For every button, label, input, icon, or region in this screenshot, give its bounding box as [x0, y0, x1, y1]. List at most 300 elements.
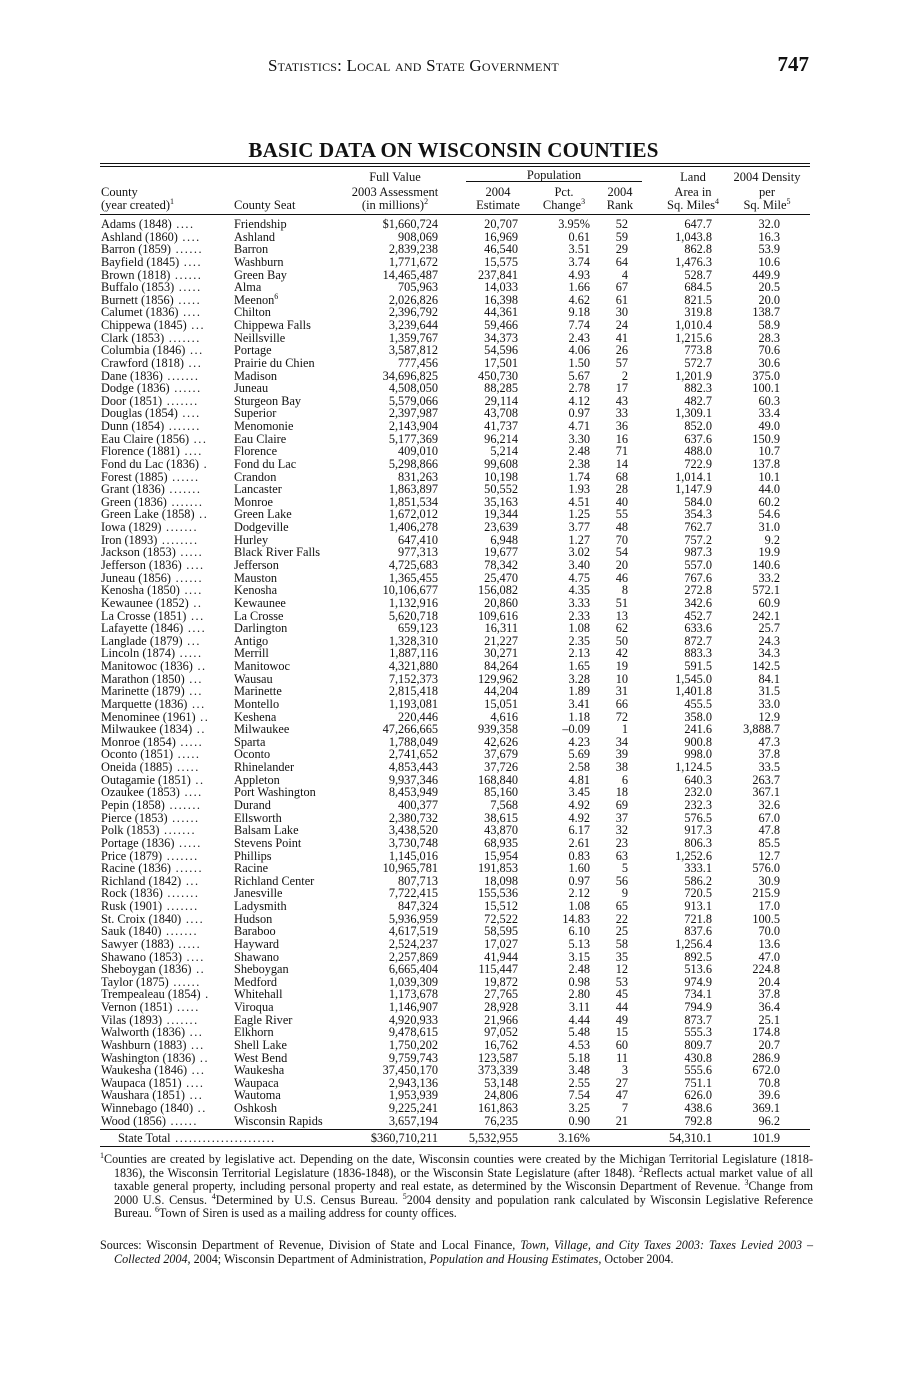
estimate-cell: 41,944	[484, 949, 518, 964]
seat-cell: Kenosha	[234, 583, 278, 598]
density-cell: 9.2	[764, 532, 780, 547]
seat-cell: Ladysmith	[234, 899, 287, 914]
dot-leader: .......	[164, 330, 201, 345]
table-title: BASIC DATA ON WISCONSIN COUNTIES	[248, 138, 659, 162]
rank-cell: 63	[615, 848, 628, 863]
fullvalue-cell: 409,010	[398, 444, 438, 459]
county-cell: Iron (1893) ........	[101, 532, 199, 547]
fullvalue-cell: 1,173,678	[388, 987, 438, 1002]
pctchange-cell: 2.58	[568, 760, 590, 775]
seat-cell: Stevens Point	[234, 835, 302, 850]
land-cell: 767.6	[684, 570, 712, 585]
pctchange-cell: 0.61	[568, 229, 590, 244]
estimate-cell: 43,708	[484, 406, 518, 421]
density-cell: 85.5	[758, 835, 780, 850]
col-fullvalue-label: 2003 Assessment	[351, 185, 439, 199]
fullvalue-cell: 1,359,767	[388, 330, 438, 345]
dot-leader: .....	[172, 760, 200, 775]
county-cell: St. Croix (1840) ....	[101, 911, 205, 926]
land-cell: 987.3	[684, 545, 712, 560]
dot-leader: ........	[157, 532, 199, 547]
pctchange-cell: 4.44	[568, 1012, 590, 1027]
rank-cell: 40	[615, 494, 628, 509]
estimate-cell: 21,966	[484, 1012, 518, 1027]
pctchange-cell: 5.48	[568, 1025, 590, 1040]
seat-cell: Waukesha	[234, 1063, 285, 1078]
land-cell: 974.9	[684, 974, 712, 989]
fullvalue-cell: 9,478,615	[388, 1025, 438, 1040]
dot-leader: ......	[168, 974, 201, 989]
seat-cell: Superior	[234, 406, 277, 421]
estimate-cell: 237,841	[478, 267, 518, 282]
estimate-cell: 7,568	[490, 797, 518, 812]
fullvalue-cell: 1,328,310	[388, 633, 438, 648]
county-cell: Kenosha (1850) ....	[101, 583, 203, 598]
land-cell: 917.3	[684, 823, 712, 838]
county-cell: Waukesha (1846) ...	[101, 1063, 206, 1078]
dot-leader: ....	[177, 229, 201, 244]
density-cell: 576.0	[752, 861, 780, 876]
pctchange-cell: 1.08	[568, 899, 590, 914]
state-total-density-cell: 101.9	[752, 1131, 780, 1145]
county-cell: Rock (1836) .......	[101, 886, 200, 901]
fullvalue-cell: 5,620,718	[388, 608, 438, 623]
dot-leader: .......	[164, 482, 202, 497]
density-cell: 10.7	[758, 444, 780, 459]
dot-leader: ...	[183, 355, 203, 370]
density-cell: 31.5	[758, 684, 780, 699]
county-cell: Douglas (1854) ....	[101, 406, 201, 421]
col-land-label: Area in	[674, 185, 712, 199]
fullvalue-cell: 647,410	[398, 532, 438, 547]
pctchange-cell: 3.74	[568, 254, 590, 269]
rank-cell: 33	[615, 406, 628, 421]
fullvalue-cell: 847,324	[398, 899, 438, 914]
estimate-cell: 41,737	[484, 419, 518, 434]
estimate-cell: 20,860	[484, 595, 518, 610]
pctchange-cell: 4.81	[568, 772, 590, 787]
density-cell: 47.3	[758, 734, 780, 749]
pctchange-cell: 3.15	[568, 949, 590, 964]
land-cell: 633.6	[684, 621, 712, 636]
county-cell: Sheboygan (1836) ..	[101, 962, 206, 977]
rank-cell: 56	[615, 873, 628, 888]
col-density-top: 2004 Density	[733, 170, 801, 184]
county-cell: Richland (1842) ...	[101, 873, 200, 888]
estimate-cell: 4,616	[490, 709, 518, 724]
rank-cell: 36	[615, 419, 628, 434]
county-cell: Taylor (1875) ......	[101, 974, 201, 989]
density-cell: 375.0	[752, 368, 780, 383]
seat-cell: Shawano	[234, 949, 280, 964]
fullvalue-cell: 3,730,748	[388, 835, 438, 850]
pctchange-cell: 1.93	[568, 482, 590, 497]
land-cell: 1,043.8	[675, 229, 712, 244]
rank-cell: 52	[615, 217, 628, 231]
seat-cell: Florence	[234, 444, 278, 459]
dot-leader: ......	[167, 469, 200, 484]
seat-cell: Chippewa Falls	[234, 318, 311, 333]
county-cell: Brown (1818) ......	[101, 267, 203, 282]
pctchange-cell: 1.74	[568, 469, 590, 484]
rank-cell: 2	[621, 368, 628, 383]
density-cell: 32.0	[758, 217, 780, 231]
density-cell: 36.4	[758, 1000, 780, 1015]
pctchange-cell: 2.61	[568, 835, 590, 850]
seat-cell: Wisconsin Rapids	[234, 1113, 323, 1128]
fullvalue-cell: 47,266,665	[382, 722, 438, 737]
estimate-cell: 115,447	[478, 962, 518, 977]
dot-leader: .......	[159, 823, 197, 838]
seat-cell: Elkhorn	[234, 1025, 274, 1040]
dot-leader: .......	[162, 848, 199, 863]
county-cell: Polk (1853) .......	[101, 823, 197, 838]
dot-leader: .....	[175, 545, 204, 560]
pctchange-cell: 3.40	[568, 558, 590, 572]
rank-cell: 9	[621, 886, 628, 901]
seat-cell: Hayward	[234, 936, 280, 951]
pctchange-cell: 4.62	[568, 292, 590, 307]
dot-leader: ....	[177, 406, 201, 421]
county-cell: Chippewa (1845) ...	[101, 318, 206, 333]
rank-cell: 34	[615, 734, 628, 749]
estimate-cell: 37,726	[484, 760, 518, 775]
land-cell: 1,014.1	[675, 469, 712, 484]
seat-cell: Eau Claire	[234, 431, 287, 446]
estimate-cell: 25,470	[484, 570, 518, 585]
pctchange-cell: 4.51	[568, 494, 590, 509]
dot-leader: ..	[193, 1101, 207, 1116]
seat-cell: Ashland	[234, 229, 275, 244]
pctchange-cell: 1.65	[568, 659, 590, 674]
pctchange-cell: 3.77	[568, 520, 590, 535]
rank-cell: 53	[615, 974, 628, 989]
land-cell: 892.5	[684, 949, 712, 964]
rank-cell: 32	[615, 823, 628, 838]
top-rule-double	[100, 166, 810, 167]
land-cell: 557.0	[684, 558, 712, 572]
fullvalue-cell: 6,665,404	[388, 962, 438, 977]
density-cell: 47.8	[758, 823, 780, 838]
fullvalue-cell: $1,660,724	[382, 217, 438, 231]
county-cell: Lafayette (1846) ....	[101, 621, 207, 636]
density-cell: 31.0	[758, 520, 780, 535]
estimate-cell: 35,163	[484, 494, 518, 509]
fullvalue-cell: 1,193,081	[388, 696, 438, 711]
rank-cell: 8	[621, 583, 628, 598]
pctchange-cell: 3.95%	[558, 217, 590, 231]
col-density-sublabel: Sq. Mile$^5$	[743, 196, 791, 212]
rank-cell: 4	[621, 267, 628, 282]
col-pctchange-sublabel: Change$^3$	[542, 196, 586, 212]
density-cell: 30.9	[758, 873, 780, 888]
density-cell: 449.9	[752, 267, 780, 282]
density-cell: 12.9	[758, 709, 780, 724]
pctchange-cell: –0.09	[562, 722, 590, 737]
estimate-cell: 37,679	[484, 747, 518, 762]
estimate-cell: 10,198	[484, 469, 518, 484]
land-cell: 528.7	[684, 267, 712, 282]
seat-cell: Phillips	[234, 848, 272, 863]
dot-leader: .......	[166, 494, 204, 509]
dot-leader: .......	[162, 886, 200, 901]
dot-leader: .......	[162, 393, 199, 408]
pctchange-cell: 1.66	[568, 280, 590, 295]
pctchange-cell: 7.74	[568, 318, 590, 333]
fullvalue-cell: 1,851,534	[388, 494, 438, 509]
density-cell: 70.8	[758, 1075, 780, 1090]
rank-cell: 47	[615, 1088, 628, 1103]
estimate-cell: 19,677	[484, 545, 518, 560]
seat-cell: Appleton	[234, 772, 280, 787]
rank-cell: 1	[621, 722, 628, 737]
estimate-cell: 54,596	[484, 343, 518, 358]
land-cell: 241.6	[684, 722, 712, 737]
land-cell: 900.8	[684, 734, 712, 749]
seat-cell: Hurley	[234, 532, 269, 547]
fullvalue-cell: 977,313	[398, 545, 438, 560]
estimate-cell: 30,271	[484, 646, 518, 661]
estimate-cell: 44,361	[484, 305, 518, 320]
land-cell: 591.5	[684, 659, 712, 674]
rank-cell: 26	[615, 343, 628, 358]
dot-leader: ...	[186, 608, 205, 623]
land-cell: 872.7	[684, 633, 712, 648]
density-cell: 369.1	[752, 1101, 780, 1116]
land-cell: 572.7	[684, 355, 712, 370]
land-cell: 513.6	[684, 962, 712, 977]
seat-cell: Waupaca	[234, 1075, 279, 1090]
dot-leader: ..	[192, 659, 207, 674]
dot-leader: ..	[192, 722, 206, 737]
land-cell: 913.1	[684, 899, 712, 914]
dot-leader: .....	[174, 835, 202, 850]
pctchange-cell: 4.75	[568, 570, 590, 585]
density-cell: 47.0	[758, 949, 780, 964]
seat-cell: Wausau	[234, 671, 273, 686]
county-cell: Dunn (1854) .......	[101, 419, 201, 434]
dot-leader: ..	[195, 709, 210, 724]
dot-leader: .......	[164, 419, 201, 434]
land-cell: 773.8	[684, 343, 712, 358]
estimate-cell: 15,051	[484, 696, 518, 711]
density-cell: 20.0	[758, 292, 780, 307]
fullvalue-cell: 5,298,866	[388, 456, 438, 471]
fullvalue-cell: 2,396,792	[388, 305, 438, 320]
county-cell: Oneida (1885) .....	[101, 760, 200, 775]
density-cell: 140.6	[752, 558, 780, 572]
seat-cell: Jefferson	[234, 558, 279, 572]
fullvalue-cell: 37,450,170	[382, 1063, 438, 1078]
estimate-cell: 76,235	[484, 1113, 518, 1128]
col-pctchange-label: Pct.	[554, 185, 574, 199]
seat-cell: Ellsworth	[234, 810, 282, 825]
rank-cell: 66	[615, 696, 628, 711]
county-cell: Fond du Lac (1836) .	[101, 456, 209, 471]
density-cell: 3,888.7	[743, 722, 780, 737]
rank-cell: 61	[615, 292, 628, 307]
bottom-rule	[100, 1146, 810, 1147]
dot-leader: .......	[161, 520, 199, 535]
density-cell: 138.7	[752, 305, 780, 320]
dot-leader: ...	[186, 318, 206, 333]
rank-cell: 16	[615, 431, 628, 446]
seat-cell: Port Washington	[234, 785, 316, 800]
dot-leader: ....	[171, 217, 195, 231]
dot-leader: ....	[181, 1075, 205, 1090]
fullvalue-cell: 2,143,904	[388, 419, 438, 434]
estimate-cell: 5,214	[490, 444, 518, 459]
density-cell: 20.4	[758, 974, 780, 989]
seat-cell: Mauston	[234, 570, 278, 585]
fullvalue-cell: 1,132,916	[388, 595, 438, 610]
county-cell: Buffalo (1853) .....	[101, 280, 202, 295]
rank-cell: 29	[615, 242, 628, 257]
dot-leader: .....	[173, 292, 202, 307]
seat-cell: Medford	[234, 974, 278, 989]
county-cell: Sauk (1840) .......	[101, 924, 199, 939]
land-cell: 1,545.0	[675, 671, 712, 686]
rank-cell: 58	[615, 936, 628, 951]
county-cell: Milwaukee (1834) ..	[101, 722, 206, 737]
density-cell: 672.0	[752, 1063, 780, 1078]
rank-cell: 25	[615, 924, 628, 939]
pctchange-cell: 7.54	[568, 1088, 590, 1103]
land-cell: 852.0	[684, 419, 712, 434]
fullvalue-cell: 1,039,309	[388, 974, 438, 989]
estimate-cell: 97,052	[484, 1025, 518, 1040]
density-cell: 572.1	[752, 583, 780, 598]
land-cell: 1,401.8	[675, 684, 712, 699]
density-cell: 53.9	[758, 242, 780, 257]
density-cell: 67.0	[758, 810, 780, 825]
seat-cell: Prairie du Chien	[234, 355, 315, 370]
estimate-cell: 15,512	[484, 899, 518, 914]
density-cell: 70.6	[758, 343, 780, 358]
rank-cell: 46	[615, 570, 628, 585]
rank-cell: 18	[615, 785, 628, 800]
seat-cell: Darlington	[234, 621, 288, 636]
land-cell: 873.7	[684, 1012, 712, 1027]
pctchange-cell: 4.23	[568, 734, 590, 749]
dot-leader: ..	[191, 962, 206, 977]
rank-cell: 10	[615, 671, 628, 686]
density-cell: 33.5	[758, 760, 780, 775]
estimate-cell: 156,082	[478, 583, 518, 598]
land-cell: 640.3	[684, 772, 712, 787]
seat-cell: Viroqua	[234, 1000, 274, 1015]
land-cell: 354.3	[684, 507, 712, 522]
land-cell: 1,252.6	[675, 848, 712, 863]
pctchange-cell: 3.45	[568, 785, 590, 800]
density-cell: 60.2	[758, 494, 780, 509]
estimate-cell: 17,501	[484, 355, 518, 370]
col-fullvalue-top: Full Value	[369, 170, 421, 184]
land-cell: 482.7	[684, 393, 712, 408]
land-cell: 1,309.1	[675, 406, 712, 421]
col-rank-sublabel: Rank	[606, 198, 634, 212]
land-cell: 684.5	[684, 280, 712, 295]
rank-cell: 5	[621, 861, 628, 876]
dot-leader: ...	[185, 1088, 204, 1103]
estimate-cell: 27,765	[484, 987, 518, 1002]
pctchange-cell: 5.69	[568, 747, 590, 762]
county-cell: Iowa (1829) .......	[101, 520, 199, 535]
fullvalue-cell: 5,177,369	[388, 431, 438, 446]
dot-leader: .....	[175, 646, 203, 661]
estimate-cell: 58,595	[484, 924, 518, 939]
rank-cell: 60	[615, 1037, 628, 1052]
county-cell: La Crosse (1851) ...	[101, 608, 205, 623]
county-cell: Door (1851) .......	[101, 393, 199, 408]
seat-cell: Montello	[234, 696, 280, 711]
county-cell: Calumet (1836) ....	[101, 305, 202, 320]
land-cell: 319.8	[684, 305, 712, 320]
land-cell: 272.8	[684, 583, 712, 598]
running-head: Statistics: Local and State Government	[268, 56, 559, 75]
fullvalue-cell: 2,257,869	[388, 949, 438, 964]
fullvalue-cell: 4,725,683	[388, 558, 438, 572]
land-cell: 455.5	[684, 696, 712, 711]
fullvalue-cell: 220,446	[398, 709, 438, 724]
pctchange-cell: 2.80	[568, 987, 590, 1002]
density-cell: 142.5	[752, 659, 780, 674]
dot-leader: ....	[181, 911, 205, 926]
seat-cell: Neillsville	[234, 330, 286, 345]
rank-cell: 3	[621, 1063, 628, 1078]
seat-cell: Chilton	[234, 305, 271, 320]
county-cell: Washburn (1883) ...	[101, 1037, 205, 1052]
land-cell: 342.6	[684, 595, 712, 610]
county-cell: Pierce (1853) ......	[101, 810, 200, 825]
state-total-land-cell: 54,310.1	[668, 1131, 712, 1145]
dot-leader: ....	[181, 558, 205, 572]
pctchange-cell: 2.33	[568, 608, 590, 623]
seat-cell: Friendship	[234, 217, 287, 231]
seat-cell: Sturgeon Bay	[234, 393, 302, 408]
page-number: 747	[777, 52, 809, 76]
land-cell: 882.3	[684, 381, 712, 396]
land-cell: 452.7	[684, 608, 712, 623]
estimate-cell: 20,707	[484, 217, 518, 231]
rank-cell: 30	[615, 305, 628, 320]
estimate-cell: 16,311	[484, 621, 518, 636]
dot-leader: ...	[186, 1037, 205, 1052]
rank-cell: 31	[615, 684, 628, 699]
land-cell: 438.6	[684, 1101, 712, 1116]
pctchange-cell: 3.02	[568, 545, 590, 560]
county-cell: Clark (1853) .......	[101, 330, 201, 345]
pctchange-cell: 2.55	[568, 1075, 590, 1090]
rank-cell: 67	[615, 280, 628, 295]
fullvalue-cell: 659,123	[398, 621, 438, 636]
pctchange-cell: 2.48	[568, 444, 590, 459]
estimate-cell: 161,863	[478, 1101, 518, 1116]
seat-cell: Richland Center	[234, 873, 315, 888]
density-cell: 25.1	[758, 1012, 780, 1027]
estimate-cell: 129,962	[478, 671, 518, 686]
seat-cell: Merrill	[234, 646, 269, 661]
dot-leader: .......	[161, 924, 199, 939]
seat-cell: Milwaukee	[234, 722, 290, 737]
county-cell: Marinette (1879) ...	[101, 684, 203, 699]
density-cell: 215.9	[752, 886, 780, 901]
rank-cell: 62	[615, 621, 628, 636]
rank-cell: 48	[615, 520, 628, 535]
footnotes: $^1$Counties are created by legislative act. Depending on the date, Wisconsin counties were created by the Michigan Territorial Legislature (1818-1836), the Wisconsin Territorial Legislature (1836-1848), or the Wisconsin State Legislature (after 1848). $^2$Reflects actual market value of all taxable general property, including personal property and real estate, as determined by the Wisconsin Department of Revenue. $^3$Change from 2000 U.S. Census. $^4$Determined by U.S. Census Bureau. $^5$2004 density and population rank calculated by Wisconsin Legislative Reference Bureau. $^6$Town of Siren is used as a mailing address for county offices.	[100, 1150, 814, 1221]
pctchange-cell: 0.90	[568, 1113, 590, 1128]
fullvalue-cell: 1,145,016	[388, 848, 438, 863]
